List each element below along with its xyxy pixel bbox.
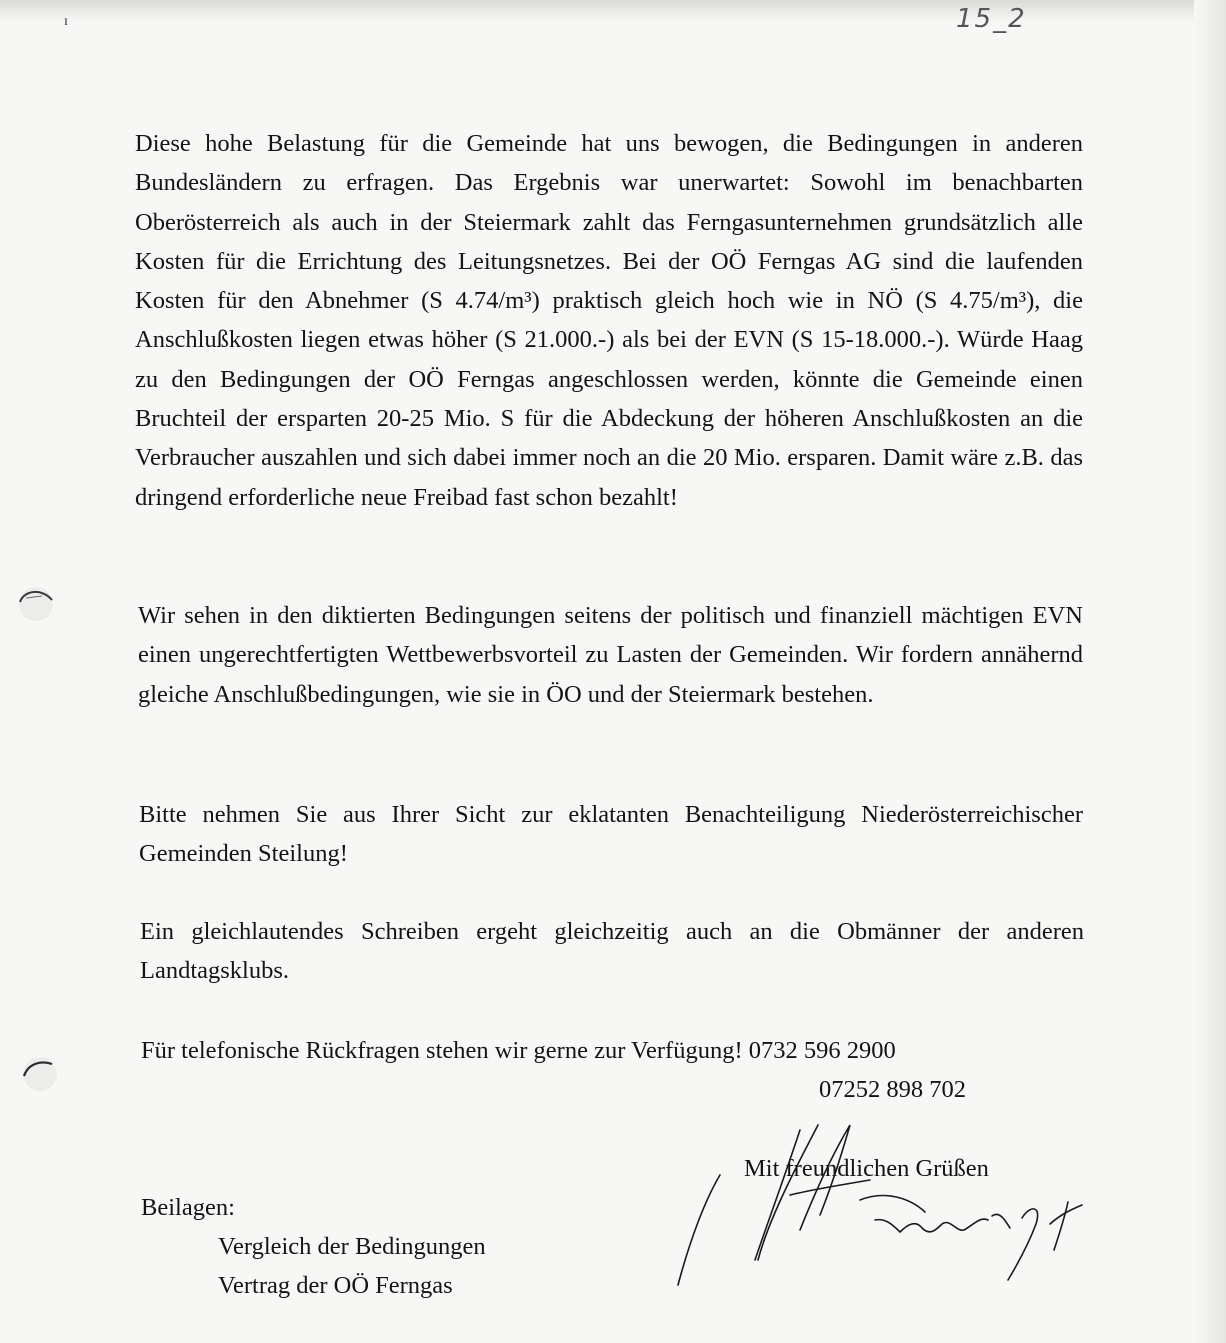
scan-speck-icon: ɪ [64, 14, 68, 29]
closing-salutation: Mit freundlichen Grüßen [744, 1155, 989, 1182]
contact-line [141, 1031, 896, 1070]
enclosures-label: Beilagen: [141, 1194, 235, 1221]
scan-right-edge [1194, 0, 1226, 1343]
phone-number-1: 0732 596 2900 [748, 1037, 896, 1064]
punch-hole-icon [16, 584, 56, 624]
paragraph-copy-notice: Ein gleichlautendes Schreiben ergeht gleichzeitig auch an die Obmänner der anderen Landtagsklubs. [140, 918, 1084, 985]
punch-hole-icon [20, 1054, 60, 1094]
paragraph-gas-comparison: Diese hohe Belastung für die Gemeinde hat uns bewogen, die Bedingungen in anderen Bundesländern zu erfragen. Das Ergebnis war unerwartet: Sowohl im benachbarten Oberösterreich als auch in der Steiermark zahlt das Ferngasunternehmen grundsätzlich alle Kosten für die Errichtung des Leitungsnetzes. Bei der OÖ Ferngas AG sind die laufenden Kosten für den Abnehmer (S 4.74/m³) praktisch gleich hoch wie in NÖ (S 4.75/m³), die Anschlußkosten liegen etwas höher (S 21.000.-) als bei der EVN (S 15-18.000.-). Würde Haag zu den Bedingungen der OÖ Ferngas angeschlossen werden, könnte die Gemeinde einen Bruchteil der ersparten 20-25 Mio. S für die Abdeckung der höheren Anschlußkosten an die Verbraucher auszahlen und sich dabei immer noch an die 20 Mio. ersparen. Damit wäre z.B. das dringend erforderliche neue Freibad fast schon bezahlt! [135, 130, 1083, 511]
page-number: 15_2 [956, 4, 1027, 34]
enclosure-item: Vertrag der OÖ Ferngas [218, 1272, 453, 1299]
contact-text: Für telefonische Rückfragen stehen wir gerne zur Verfügung! [141, 1037, 743, 1064]
phone-number-2: 07252 898 702 [819, 1076, 966, 1103]
scan-top-edge [0, 0, 1226, 22]
signature-icon [670, 1120, 1090, 1300]
enclosure-item: Vergleich der Bedingungen [218, 1233, 486, 1260]
paragraph-evn-demand: Wir sehen in den diktierten Bedingungen seitens der politisch und finanziell mächtigen EVN einen ungerechtfertigten Wettbewerbsvorteil zu Lasten der Gemeinden. Wir fordern annähernd gleiche Anschlußbedingungen, wie sie in ÖO und der Steiermark bestehen. [138, 602, 1083, 708]
paragraph-request-statement: Bitte nehmen Sie aus Ihrer Sicht zur eklatanten Benachteiligung Niederösterreichischer Gemeinden Steilung! [139, 801, 1083, 868]
